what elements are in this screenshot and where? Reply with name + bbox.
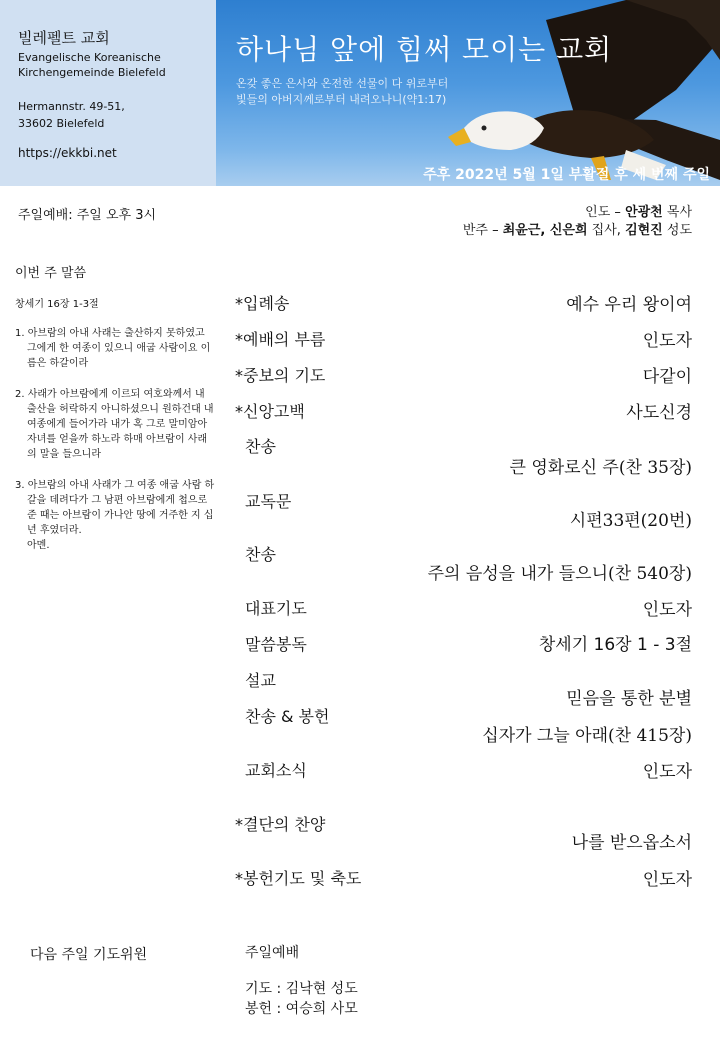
leader-line (463, 204, 692, 222)
order-label-creed: *신앙고백 (235, 402, 305, 421)
church-address (18, 98, 125, 132)
order-value-scripture: 창세기 16장 1 - 3절 (538, 635, 692, 655)
offering-duty: 봉헌 : 여승희 사모 (245, 1001, 358, 1017)
order-label-reading: 교독문 (245, 492, 292, 511)
verse-text: 3. 아브람의 아내 사래가 그 여종 애굽 사람 하갈을 데려다가 그 남편 아브람에게 첩으로 준 때는 아브람이 가나안 땅에 거주한 지 십 년 후였더라. (15, 480, 215, 536)
accompanist-line (463, 222, 692, 240)
order-label-call: *예배의 부름 (235, 330, 326, 349)
service-time: 주일예배: 주일 오후 3시 (18, 208, 157, 223)
order-label-opening: *입례송 (235, 294, 290, 313)
order-value-news: 인도자 (642, 762, 692, 782)
order-value-offering: 십자가 그늘 아래(찬 415장) (482, 726, 692, 746)
church-name-german (18, 50, 166, 80)
accompanist-name2: 김현진 (625, 223, 663, 238)
hero-banner (216, 0, 720, 186)
accompanist-title2: 성도 (662, 223, 692, 238)
prayer-duty: 기도 : 김낙현 성도 (245, 981, 358, 997)
sunday-service-heading: 주일예배 (245, 945, 300, 961)
church-name-german-line2: Kirchengemeinde Bielefeld (18, 66, 166, 79)
church-name-german-line1: Evangelische Koreanische (18, 51, 161, 64)
leader-role: 인도 – (585, 205, 626, 220)
church-name: 빌레펠트 교회 (18, 29, 110, 47)
order-label-news: 교회소식 (245, 761, 307, 780)
next-week-prayer-heading: 다음 주일 기도위원 (30, 947, 148, 963)
verse-item: 1. 아브람의 아내 사래는 출산하지 못하였고 그에게 한 여종이 있으니 애굽 사람이요 이름은 하갈이라 (15, 328, 211, 369)
order-label-scripture: 말씀봉독 (245, 635, 307, 654)
order-value-intercession: 다같이 (642, 367, 692, 387)
order-value-opening: 예수 우리 왕이여 (566, 295, 692, 315)
accompanist-title: 집사, (587, 223, 626, 238)
church-website-link[interactable]: https://ekkbi.net (18, 146, 117, 160)
order-value-sermon: 믿음을 통한 분별 (566, 689, 692, 709)
address-city: 33602 Bielefeld (18, 117, 105, 130)
scripture-reference: 창세기 16장 1-3절 (15, 299, 99, 310)
order-label-benediction: *봉헌기도 및 축도 (235, 869, 362, 888)
order-label-offering: 찬송 & 봉헌 (245, 707, 330, 726)
order-label-prayer: 대표기도 (245, 599, 307, 618)
order-value-hymn1: 큰 영화로신 주(찬 35장) (509, 458, 692, 478)
scripture-verses (15, 326, 215, 553)
verse-item (15, 478, 215, 553)
service-leaders (463, 204, 692, 240)
accompanist-names: 최윤근, 신은희 (502, 223, 588, 238)
bible-verse-line2: 빛들의 아버지께로부터 내려오나니(약1:17) (236, 93, 447, 106)
order-value-prayer: 인도자 (642, 600, 692, 620)
bible-verse-line1: 온갖 좋은 은사와 온전한 선물이 다 위로부터 (236, 77, 449, 90)
order-value-creed: 사도신경 (626, 403, 692, 423)
accompanist-role: 반주 – (462, 223, 503, 238)
leader-title: 목사 (662, 205, 692, 220)
order-value-hymn2: 주의 음성을 내가 들으니(찬 540장) (427, 564, 692, 584)
service-date: 주후 2022년 5월 1일 부활절 후 세 번째 주일 (423, 167, 710, 183)
order-label-decision: *결단의 찬양 (235, 815, 326, 834)
leader-name: 안광천 (625, 205, 663, 220)
address-street: Hermannstr. 49-51, (18, 100, 125, 113)
order-value-call: 인도자 (642, 331, 692, 351)
order-label-intercession: *중보의 기도 (235, 366, 326, 385)
order-label-sermon: 설교 (245, 671, 276, 690)
weekly-scripture-heading: 이번 주 말씀 (15, 266, 87, 281)
bible-verse-banner (236, 76, 448, 108)
order-label-hymn2: 찬송 (245, 545, 276, 564)
verse-item: 2. 사래가 아브람에게 이르되 여호와께서 내 출산을 허락하지 아니하셨으니 원하건대 내 여종에게 들어가라 내가 혹 그로 말미암아 자녀를 얻을까 하노라 하매 아브람이 사래의 말을 들으니라 (15, 389, 214, 460)
order-value-decision: 나를 받으옵소서 (571, 833, 692, 853)
order-label-hymn1: 찬송 (245, 437, 276, 456)
order-value-benediction: 인도자 (642, 870, 692, 890)
church-motto: 하나님 앞에 힘써 모이는 교회 (236, 33, 613, 66)
amen-text: 아멘. (27, 540, 50, 551)
order-value-reading: 시편33편(20번) (569, 511, 692, 531)
